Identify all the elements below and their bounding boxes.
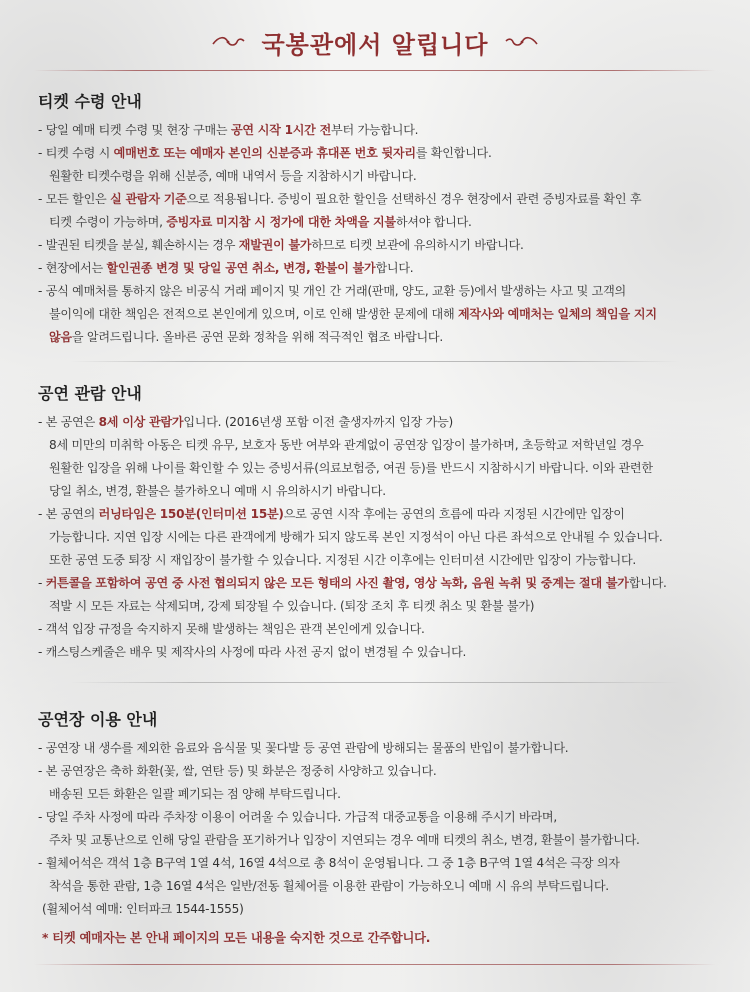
notice-line (38, 572, 718, 595)
right-ornament-icon (503, 32, 539, 52)
notice-line (38, 641, 718, 664)
page-title: 국봉관에서 알립니다 (261, 29, 489, 59)
highlight-text: 재발권이 불가 (238, 238, 312, 252)
section-title: 공연 관람 안내 (38, 384, 142, 403)
notice-line (38, 119, 718, 142)
notice-line (38, 142, 718, 165)
notice-text: 티켓 수령이 가능하며, (49, 215, 167, 229)
notice-text: 하므로 티켓 보관에 유의하시기 바랍니다. (311, 238, 524, 252)
notice-line (38, 211, 718, 234)
notice-text: 착석을 통한 관람, 1층 16열 4석은 일반/전동 휠체어를 이용한 관람이 가능하오니 예매 시 유의 부탁드립니다. (49, 879, 609, 893)
section-body (38, 411, 718, 664)
highlight-text: 공연 시작 1시간 전 (230, 123, 332, 137)
notice-text: 배송된 모든 화환은 일괄 폐기되는 점 양해 부탁드립니다. (49, 787, 341, 801)
notice-text: 하셔야 합니다. (395, 215, 472, 229)
notice-line (38, 411, 718, 434)
agreement-footnote: * 티켓 예매자는 본 안내 페이지의 모든 내용을 숙지한 것으로 간주합니다. (42, 931, 431, 945)
highlight-text: 않음 (49, 330, 72, 344)
notice-text: - 공식 예매처를 통하지 않은 비공식 거래 페이지 및 개인 간 거래(판매, 양도, 교환 등)에서 발생하는 사고 및 고객의 (38, 284, 626, 298)
notice-line (38, 595, 718, 618)
notice-line (38, 829, 718, 852)
notice-text: - 당일 예매 티켓 수령 및 현장 구매는 (38, 123, 231, 137)
top-rule (34, 70, 716, 71)
notice-line (38, 188, 718, 211)
notice-line (38, 457, 718, 480)
notice-text: 또한 공연 도중 퇴장 시 재입장이 불가할 수 있습니다. 지정된 시간 이후에는 인터미션 시간에만 입장이 가능합니다. (49, 553, 637, 567)
left-ornament-icon (211, 32, 247, 52)
notice-text: - 캐스팅스케줄은 배우 및 제작사의 사정에 따라 사전 공지 없이 변경될 수 있습니다. (38, 645, 467, 659)
notice-line (38, 549, 718, 572)
notice-text: 입니다. (2016년생 포함 이전 출생자까지 입장 가능) (183, 415, 453, 429)
notice-text: - 본 공연은 (38, 415, 99, 429)
performance-viewing-section (38, 383, 718, 664)
notice-line (38, 618, 718, 641)
notice-line (38, 326, 718, 349)
notice-text: 으로 적용됩니다. 증빙이 필요한 할인을 선택하신 경우 현장에서 관련 증빙자료를 확인 후 (186, 192, 642, 206)
notice-line (38, 875, 718, 898)
notice-text: - 티켓 수령 시 (38, 146, 114, 160)
section-title: 티켓 수령 안내 (38, 92, 142, 111)
notice-text: 불이익에 대한 책임은 전적으로 본인에게 있으며, 이로 인해 발생한 문제에 대해 (49, 307, 458, 321)
highlight-text: 러닝타임은 150분(인터미션 15분) (98, 507, 284, 521)
notice-text: - (38, 576, 46, 590)
section-body (38, 119, 718, 349)
notice-text: 원활한 티켓수령을 위해 신분증, 예매 내역서 등을 지참하시기 바랍니다. (49, 169, 417, 183)
highlight-text: 증빙자료 미지참 시 정가에 대한 차액을 지불 (166, 215, 396, 229)
notice-text: 당일 취소, 변경, 환불은 불가하오니 예매 시 유의하시기 바랍니다. (49, 484, 386, 498)
notice-line (38, 480, 718, 503)
notice-line (38, 503, 718, 526)
notice-text: - 당일 주차 사정에 따라 주차장 이용이 어려울 수 있습니다. 가급적 대중교통을 이용해 주시기 바라며, (38, 810, 557, 824)
notice-text: 8세 미만의 미취학 아동은 티켓 유무, 보호자 동반 여부와 관계없이 공연장 입장이 불가하며, 초등학교 저학년일 경우 (49, 438, 644, 452)
notice-text: - 객석 입장 규정을 숙지하지 못해 발생하는 책임은 관객 본인에게 있습니다. (38, 622, 425, 636)
notice-text: 부터 가능합니다. (331, 123, 419, 137)
section-title: 공연장 이용 안내 (38, 710, 158, 729)
notice-line (38, 234, 718, 257)
notice-line (38, 165, 718, 188)
notice-text: 을 알려드립니다. 올바른 공연 문화 정착을 위해 적극적인 협조 바랍니다. (71, 330, 443, 344)
notice-text: 합니다. (628, 576, 667, 590)
highlight-text: 실 관람자 기준 (110, 192, 187, 206)
notice-line (38, 898, 718, 921)
notice-line (38, 806, 718, 829)
highlight-text: 예매번호 또는 예매자 본인의 신분증과 휴대폰 번호 뒷자리 (113, 146, 416, 160)
notice-line (38, 434, 718, 457)
notice-line (38, 303, 718, 326)
section-body (38, 737, 718, 921)
notice-line (38, 760, 718, 783)
notice-text: 가능합니다. 지연 입장 시에는 다른 관객에게 방해가 되지 않도록 본인 지정석이 아닌 다른 좌석으로 안내될 수 있습니다. (49, 530, 663, 544)
highlight-text: 제작사와 예매처는 일체의 책임을 지지 (457, 307, 657, 321)
notice-text: 주차 및 교통난으로 인해 당일 관람을 포기하거나 입장이 지연되는 경우 예매 티켓의 취소, 변경, 환불이 불가합니다. (49, 833, 640, 847)
notice-text: - 모든 할인은 (38, 192, 111, 206)
section-divider (70, 682, 680, 683)
notice-line (38, 783, 718, 806)
section-divider (70, 361, 680, 362)
notice-text: - 공연장 내 생수를 제외한 음료와 음식물 및 꽃다발 등 공연 관람에 방해되는 물품의 반입이 불가합니다. (38, 741, 569, 755)
notice-text: 으로 공연 시작 후에는 공연의 흐름에 따라 지정된 시간에만 입장이 (283, 507, 625, 521)
ticket-pickup-section (38, 91, 718, 349)
notice-text: - 발권된 티켓을 분실, 훼손하시는 경우 (38, 238, 239, 252)
notice-line (38, 737, 718, 760)
notice-text: 를 확인합니다. (415, 146, 492, 160)
venue-usage-section (38, 709, 718, 921)
notice-text: - 현장에서는 (38, 261, 107, 275)
notice-banner (0, 14, 750, 70)
notice-text: (휠체어석 예매: 인터파크 1544-1555) (42, 902, 244, 916)
notice-line (38, 280, 718, 303)
highlight-text: 할인권종 변경 및 당일 공연 취소, 변경, 환불이 불가 (106, 261, 376, 275)
highlight-text: 8세 이상 관람가 (98, 415, 184, 429)
notice-text: - 휠체어석은 객석 1층 B구역 1열 4석, 16열 4석으로 총 8석이 운영됩니다. 그 중 1층 B구역 1열 4석은 극장 의자 (38, 856, 620, 870)
bottom-rule (34, 964, 716, 965)
highlight-text: 커튼콜을 포함하여 공연 중 사전 협의되지 않은 모든 형태의 사진 촬영, 영상 녹화, 음원 녹취 및 중계는 절대 불가 (45, 576, 629, 590)
notice-line (38, 526, 718, 549)
notice-text: - 본 공연장은 축하 화환(꽃, 쌀, 연탄 등) 및 화분은 정중히 사양하고 있습니다. (38, 764, 437, 778)
notice-line (38, 257, 718, 280)
notice-line (38, 852, 718, 875)
notice-text: 원활한 입장을 위해 나이를 확인할 수 있는 증빙서류(의료보험증, 여권 등)를 반드시 지참하시기 바랍니다. 이와 관련한 (49, 461, 653, 475)
notice-text: - 본 공연의 (38, 507, 99, 521)
notice-text: 적발 시 모든 자료는 삭제되며, 강제 퇴장될 수 있습니다. (퇴장 조치 후 티켓 취소 및 환불 불가) (49, 599, 535, 613)
notice-text: 합니다. (375, 261, 414, 275)
